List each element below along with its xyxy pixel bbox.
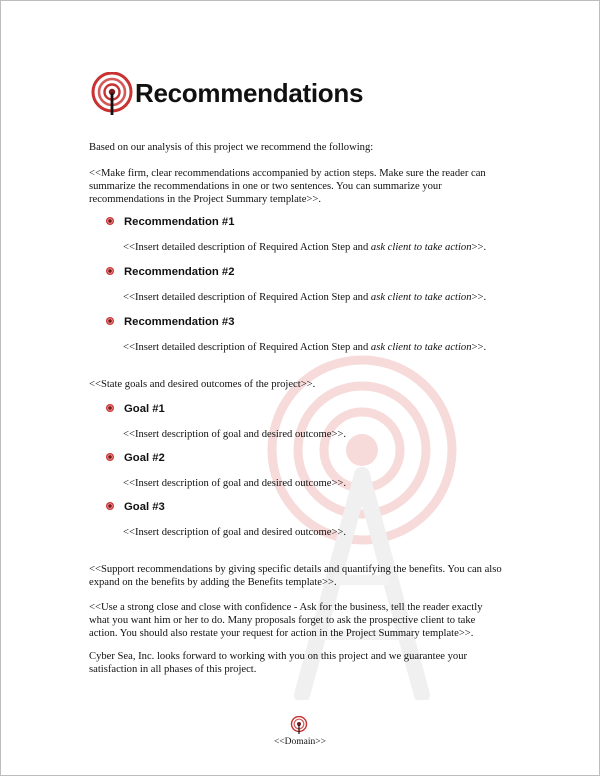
- recommendation-title: Recommendation #2: [124, 266, 235, 278]
- desc-text: <<Insert detailed description of Required Action Step and: [123, 242, 371, 253]
- footer-tower-icon: [290, 716, 308, 734]
- recommendation-desc-3: [123, 341, 486, 354]
- recommendation-heading-3: [106, 315, 235, 329]
- recommendation-title: Recommendation #1: [124, 216, 235, 228]
- goal-desc-2: <<Insert description of goal and desired outcome>>.: [123, 478, 347, 489]
- tower-watermark-icon: [262, 350, 462, 700]
- goal-title: Goal #3: [124, 501, 165, 513]
- desc-text: <<Insert detailed description of Required Action Step and: [123, 342, 371, 353]
- broadcast-tower-icon: [90, 72, 134, 116]
- close-text: <<Use a strong close and close with confidence - Ask for the business, tell the reader exactly what you want him or her to do. Many proposals forget to ask the prospective client to take action. You should also restate your request for action in the Project Summary template>>.: [89, 602, 483, 639]
- recommendation-title: Recommendation #3: [124, 316, 235, 328]
- goal-desc-1: <<Insert description of goal and desired outcome>>.: [123, 429, 347, 440]
- goal-title: Goal #1: [124, 403, 165, 415]
- recommendation-desc-1: [123, 241, 486, 254]
- desc-suffix: >>.: [471, 242, 487, 253]
- goal-heading-3: [106, 500, 165, 514]
- desc-suffix: >>.: [471, 342, 487, 353]
- goals-intro-text: <<State goals and desired outcomes of the project>>.: [89, 379, 316, 390]
- desc-emphasis: ask client to take action: [370, 342, 472, 353]
- bullet-icon: [106, 404, 114, 412]
- recommendation-desc-2: [123, 291, 486, 304]
- bullet-icon: [106, 217, 114, 225]
- goal-desc-3: <<Insert description of goal and desired outcome>>.: [123, 527, 347, 538]
- closing-text: Cyber Sea, Inc. looks forward to working with you on this project and we guarantee your satisfaction in all phases of this project.: [89, 651, 468, 675]
- goal-title: Goal #2: [124, 452, 165, 464]
- desc-emphasis: ask client to take action: [370, 242, 472, 253]
- bullet-icon: [106, 267, 114, 275]
- page-title: Recommendations: [135, 78, 364, 108]
- desc-suffix: >>.: [471, 292, 487, 303]
- bullet-icon: [106, 317, 114, 325]
- goal-heading-2: [106, 451, 165, 465]
- desc-text: <<Insert detailed description of Required Action Step and: [123, 292, 371, 303]
- intro-text: Based on our analysis of this project we recommend the following:: [89, 142, 374, 153]
- recommendation-heading-2: [106, 265, 235, 279]
- recommendation-heading-1: [106, 215, 235, 229]
- footer-domain: <<Domain>>: [273, 737, 327, 747]
- support-text: <<Support recommendations by giving specific details and quantifying the benefits. You can also expand on the benefits by adding the Benefits template>>.: [89, 564, 502, 588]
- goal-heading-1: [106, 402, 165, 416]
- bullet-icon: [106, 453, 114, 461]
- desc-emphasis: ask client to take action: [370, 292, 472, 303]
- bullet-icon: [106, 502, 114, 510]
- instructions-text: <<Make firm, clear recommendations accompanied by action steps. Make sure the reader can summarize the recommendations in one or two sentences. You can summarize your recommendations in the Project Summary template>>.: [89, 168, 486, 205]
